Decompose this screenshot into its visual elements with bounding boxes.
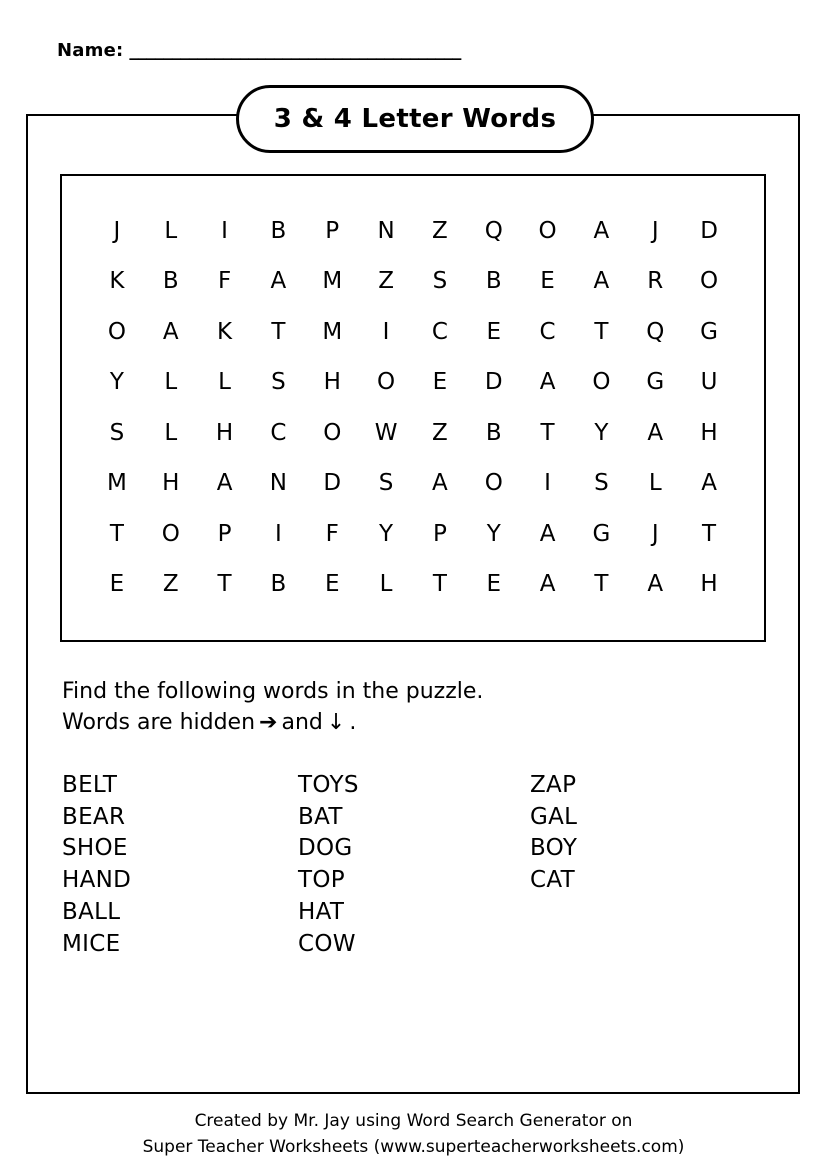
puzzle-cell[interactable]: P bbox=[217, 520, 232, 547]
footer-line-1: Created by Mr. Jay using Word Search Generator on bbox=[194, 1111, 633, 1131]
puzzle-cell[interactable]: W bbox=[374, 419, 398, 446]
puzzle-cell[interactable]: G bbox=[700, 318, 718, 345]
instructions bbox=[62, 676, 712, 738]
puzzle-cell[interactable]: Y bbox=[109, 369, 124, 396]
puzzle-cell[interactable]: Y bbox=[594, 419, 609, 446]
word-list-item[interactable]: BEAR bbox=[62, 803, 126, 830]
puzzle-cell[interactable]: T bbox=[217, 571, 232, 598]
puzzle-cell[interactable]: F bbox=[325, 520, 339, 547]
puzzle-cell[interactable]: T bbox=[432, 571, 447, 598]
word-list-item[interactable]: TOP bbox=[298, 867, 345, 894]
word-list-item[interactable]: BAT bbox=[298, 803, 343, 830]
puzzle-cell[interactable]: B bbox=[270, 571, 287, 598]
instructions-line-2-suffix: . bbox=[349, 710, 357, 736]
page-title: 3 & 4 Letter Words bbox=[273, 104, 557, 134]
puzzle-cell[interactable]: A bbox=[539, 571, 556, 598]
word-list-item[interactable]: HAND bbox=[62, 867, 132, 894]
puzzle-cell[interactable]: O bbox=[377, 369, 396, 396]
puzzle-cell[interactable]: H bbox=[700, 419, 718, 446]
puzzle-cell[interactable]: M bbox=[106, 470, 127, 497]
puzzle-cell[interactable]: Y bbox=[379, 520, 394, 547]
puzzle-cell[interactable]: H bbox=[323, 369, 341, 396]
puzzle-cell[interactable]: A bbox=[216, 470, 233, 497]
instructions-line-2-middle: and bbox=[281, 710, 323, 736]
puzzle-cell[interactable]: S bbox=[271, 369, 286, 396]
puzzle-cell[interactable]: S bbox=[594, 470, 609, 497]
word-list-item[interactable]: BALL bbox=[62, 898, 121, 925]
puzzle-cell[interactable]: A bbox=[647, 571, 664, 598]
puzzle-cell[interactable]: L bbox=[164, 217, 178, 244]
puzzle-cell[interactable]: O bbox=[538, 217, 557, 244]
puzzle-cell[interactable]: U bbox=[700, 369, 718, 396]
puzzle-cell[interactable]: O bbox=[107, 318, 126, 345]
puzzle-cell[interactable]: J bbox=[651, 217, 659, 244]
puzzle-cell[interactable]: H bbox=[700, 571, 718, 598]
puzzle-cell[interactable]: T bbox=[540, 419, 555, 446]
puzzle-cell[interactable]: J bbox=[651, 520, 659, 547]
word-list-item[interactable]: CAT bbox=[530, 867, 575, 894]
puzzle-cell[interactable]: T bbox=[271, 318, 286, 345]
puzzle-cell[interactable]: C bbox=[431, 318, 448, 345]
word-list-item[interactable]: GAL bbox=[530, 803, 578, 830]
puzzle-cell[interactable]: O bbox=[700, 268, 719, 295]
puzzle-cell[interactable]: E bbox=[324, 571, 340, 598]
puzzle-cell[interactable]: Z bbox=[162, 571, 179, 598]
puzzle-cell[interactable]: O bbox=[161, 520, 180, 547]
name-label: Name: bbox=[57, 40, 124, 61]
puzzle-cell[interactable]: M bbox=[322, 268, 343, 295]
word-list-column-1 bbox=[62, 770, 298, 960]
puzzle-cell[interactable]: S bbox=[432, 268, 448, 295]
puzzle-cell[interactable]: B bbox=[485, 268, 502, 295]
puzzle-cell[interactable]: R bbox=[647, 268, 664, 295]
puzzle-cell[interactable]: Q bbox=[484, 217, 503, 244]
title-banner bbox=[236, 85, 594, 153]
puzzle-cell[interactable]: J bbox=[113, 217, 121, 244]
puzzle-cell[interactable]: D bbox=[484, 369, 503, 396]
puzzle-cell[interactable]: H bbox=[215, 419, 234, 446]
puzzle-cell[interactable]: B bbox=[485, 419, 502, 446]
puzzle-cell[interactable]: D bbox=[700, 217, 718, 244]
puzzle-cell[interactable]: M bbox=[322, 318, 343, 345]
word-list-item[interactable]: BOY bbox=[530, 835, 578, 862]
puzzle-cell[interactable]: P bbox=[325, 217, 340, 244]
word-list-item[interactable]: DOG bbox=[298, 835, 353, 862]
puzzle-cell[interactable]: G bbox=[592, 520, 611, 547]
puzzle-cell[interactable]: A bbox=[539, 520, 556, 547]
puzzle-cell[interactable]: N bbox=[377, 217, 395, 244]
puzzle-cell[interactable]: G bbox=[646, 369, 665, 396]
word-list-item[interactable]: MICE bbox=[62, 930, 121, 957]
puzzle-cell[interactable]: E bbox=[486, 318, 502, 345]
puzzle-cell[interactable]: K bbox=[217, 318, 233, 345]
puzzle-cell[interactable]: K bbox=[109, 268, 125, 295]
puzzle-grid-box bbox=[60, 174, 766, 642]
puzzle-cell[interactable]: Z bbox=[378, 268, 394, 295]
puzzle-cell[interactable]: O bbox=[592, 369, 611, 396]
word-list-item[interactable]: ZAP bbox=[530, 772, 577, 798]
puzzle-cell[interactable]: A bbox=[162, 318, 179, 345]
puzzle-cell[interactable]: T bbox=[702, 520, 717, 547]
puzzle-cell[interactable]: L bbox=[218, 369, 231, 396]
puzzle-cell[interactable]: A bbox=[701, 470, 717, 497]
puzzle-cell[interactable]: T bbox=[109, 520, 124, 547]
word-list-item[interactable]: HAT bbox=[298, 898, 345, 925]
instructions-line-1: Find the following words in the puzzle. bbox=[62, 679, 484, 704]
puzzle-cell[interactable]: B bbox=[162, 268, 179, 295]
puzzle-cell[interactable]: I bbox=[221, 217, 228, 244]
word-list-item[interactable]: COW bbox=[298, 930, 356, 957]
name-write-line[interactable]: _______________________________________ bbox=[129, 40, 461, 61]
puzzle-cell[interactable]: A bbox=[270, 268, 287, 295]
puzzle-cell[interactable]: A bbox=[593, 217, 610, 244]
puzzle-cell[interactable]: N bbox=[269, 470, 288, 497]
puzzle-cell[interactable]: L bbox=[164, 419, 178, 446]
puzzle-cell[interactable]: E bbox=[486, 571, 502, 598]
word-list-item[interactable]: TOYS bbox=[298, 772, 359, 798]
puzzle-cell[interactable]: I bbox=[544, 470, 551, 497]
puzzle-cell[interactable]: A bbox=[539, 369, 556, 396]
puzzle-cell[interactable]: B bbox=[270, 217, 287, 244]
puzzle-cell[interactable]: T bbox=[594, 318, 609, 345]
instructions-line-2 bbox=[62, 707, 712, 738]
puzzle-cell[interactable]: Q bbox=[646, 318, 665, 345]
puzzle-cell[interactable]: L bbox=[164, 369, 178, 396]
puzzle-cell[interactable]: I bbox=[382, 318, 390, 345]
puzzle-cell[interactable]: E bbox=[109, 571, 125, 598]
word-list bbox=[62, 770, 702, 960]
instructions-line-2-prefix: Words are hidden bbox=[62, 710, 256, 736]
puzzle-cell[interactable]: D bbox=[323, 470, 342, 497]
word-list-item[interactable]: SHOE bbox=[62, 835, 128, 862]
puzzle-cell[interactable]: Z bbox=[432, 419, 448, 446]
puzzle-cell[interactable]: O bbox=[484, 470, 503, 497]
word-list-column-2 bbox=[298, 770, 530, 960]
puzzle-cell[interactable]: T bbox=[594, 571, 609, 598]
puzzle-cell[interactable]: F bbox=[217, 268, 232, 295]
puzzle-cell[interactable]: C bbox=[539, 318, 556, 345]
footer bbox=[0, 1108, 827, 1161]
puzzle-cell[interactable]: I bbox=[275, 520, 282, 547]
word-list-item[interactable]: BELT bbox=[62, 772, 118, 798]
puzzle-cell[interactable]: C bbox=[270, 419, 287, 446]
puzzle-cell[interactable]: O bbox=[323, 419, 342, 446]
arrow-down-icon: ↓ bbox=[326, 710, 346, 736]
puzzle-cell[interactable]: S bbox=[109, 419, 125, 446]
puzzle-cell[interactable]: E bbox=[540, 268, 555, 295]
puzzle-cell[interactable]: A bbox=[647, 419, 664, 446]
puzzle-cell[interactable]: H bbox=[162, 470, 180, 497]
puzzle-cell[interactable]: L bbox=[379, 571, 393, 598]
arrow-right-icon: ➔ bbox=[259, 710, 278, 736]
puzzle-cell[interactable]: S bbox=[378, 470, 394, 497]
puzzle-cell[interactable]: E bbox=[432, 369, 448, 396]
puzzle-cell[interactable]: L bbox=[648, 470, 662, 497]
name-field bbox=[57, 40, 461, 61]
puzzle-cell[interactable]: P bbox=[432, 520, 447, 547]
puzzle-grid[interactable] bbox=[62, 176, 764, 640]
puzzle-cell[interactable]: A bbox=[593, 268, 610, 295]
puzzle-cell[interactable]: Z bbox=[432, 217, 448, 244]
footer-line-2: Super Teacher Worksheets (www.superteacherworksheets.com) bbox=[142, 1137, 685, 1158]
puzzle-cell[interactable]: Y bbox=[486, 520, 501, 547]
puzzle-cell[interactable]: A bbox=[432, 470, 448, 497]
word-list-column-3 bbox=[530, 770, 700, 960]
